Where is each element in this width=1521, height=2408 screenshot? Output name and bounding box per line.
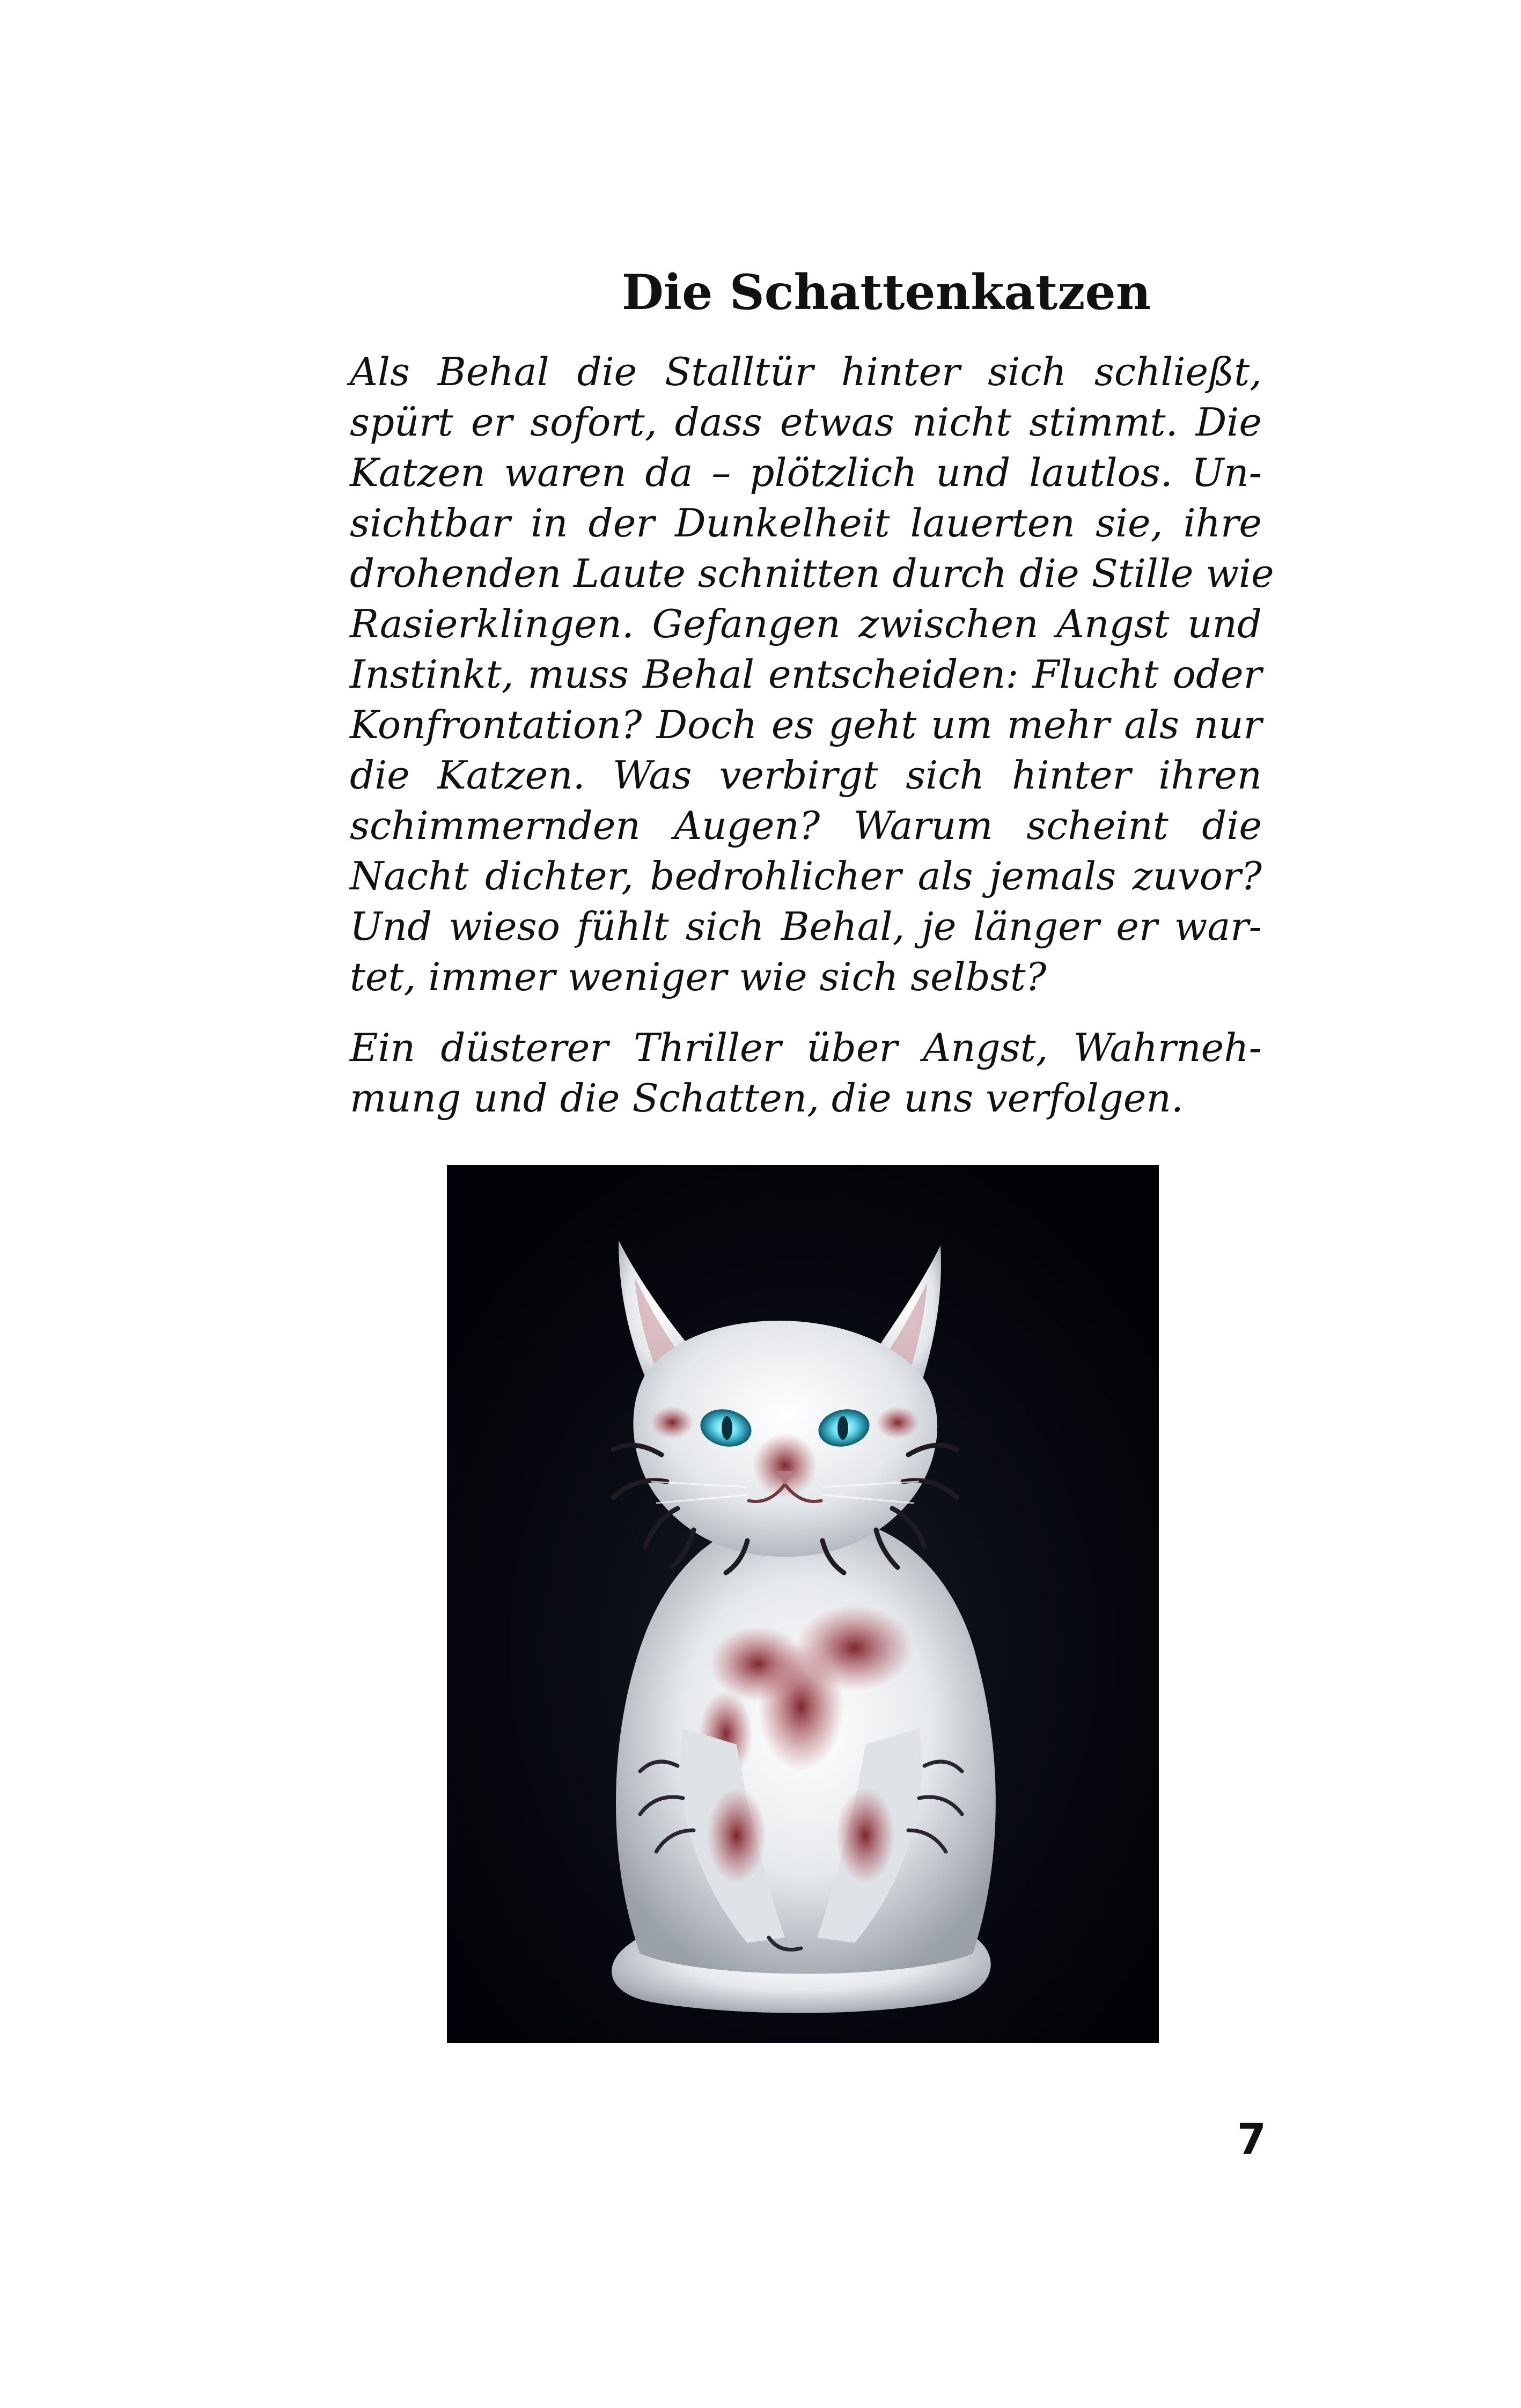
- text-line: die Katzen. Was verbirgt sich hinter ihren: [350, 753, 1262, 798]
- paragraph-synopsis: [350, 347, 1274, 1002]
- text-line: schimmernden Augen? Warum scheint die: [350, 803, 1262, 848]
- text-line: Katzen waren da – plötzlich und lautlos. Un-: [350, 450, 1262, 495]
- text-line: sichtbar in der Dunkelheit lauerten sie, ihre: [350, 500, 1262, 546]
- white-cat-illustration: [447, 1165, 1159, 2043]
- cat-image: [447, 1165, 1159, 2043]
- text-line: Ein düsterer Thriller über Angst, Wahrneh-: [350, 1025, 1262, 1070]
- chapter-body: [350, 347, 1274, 1123]
- text-line: spürt er sofort, dass etwas nicht stimmt. Die: [350, 400, 1262, 445]
- text-line: Und wieso fühlt sich Behal, je länger er war-: [350, 904, 1262, 949]
- text-line: Als Behal die Stalltür hinter sich schließt,: [350, 349, 1262, 394]
- text-line: Konfrontation? Doch es geht um mehr als nur: [350, 702, 1262, 747]
- page-number: 7: [1237, 2116, 1266, 2164]
- paragraph-tagline: [350, 1022, 1262, 1123]
- text-line: Nacht dichter, bedrohlicher als jemals zuvor?: [350, 853, 1262, 899]
- chapter-title: Die Schattenkatzen: [621, 264, 1151, 321]
- text-line: Instinkt, muss Behal entscheiden: Flucht oder: [350, 652, 1262, 697]
- text-line: Rasierklingen. Gefangen zwischen Angst und: [350, 601, 1262, 646]
- text-line: mung und die Schatten, die uns verfolgen.: [350, 1076, 1184, 1121]
- text-line: drohenden Laute schnitten durch die Stille wie: [350, 551, 1274, 596]
- text-line: tet, immer weniger wie sich selbst?: [350, 954, 1047, 999]
